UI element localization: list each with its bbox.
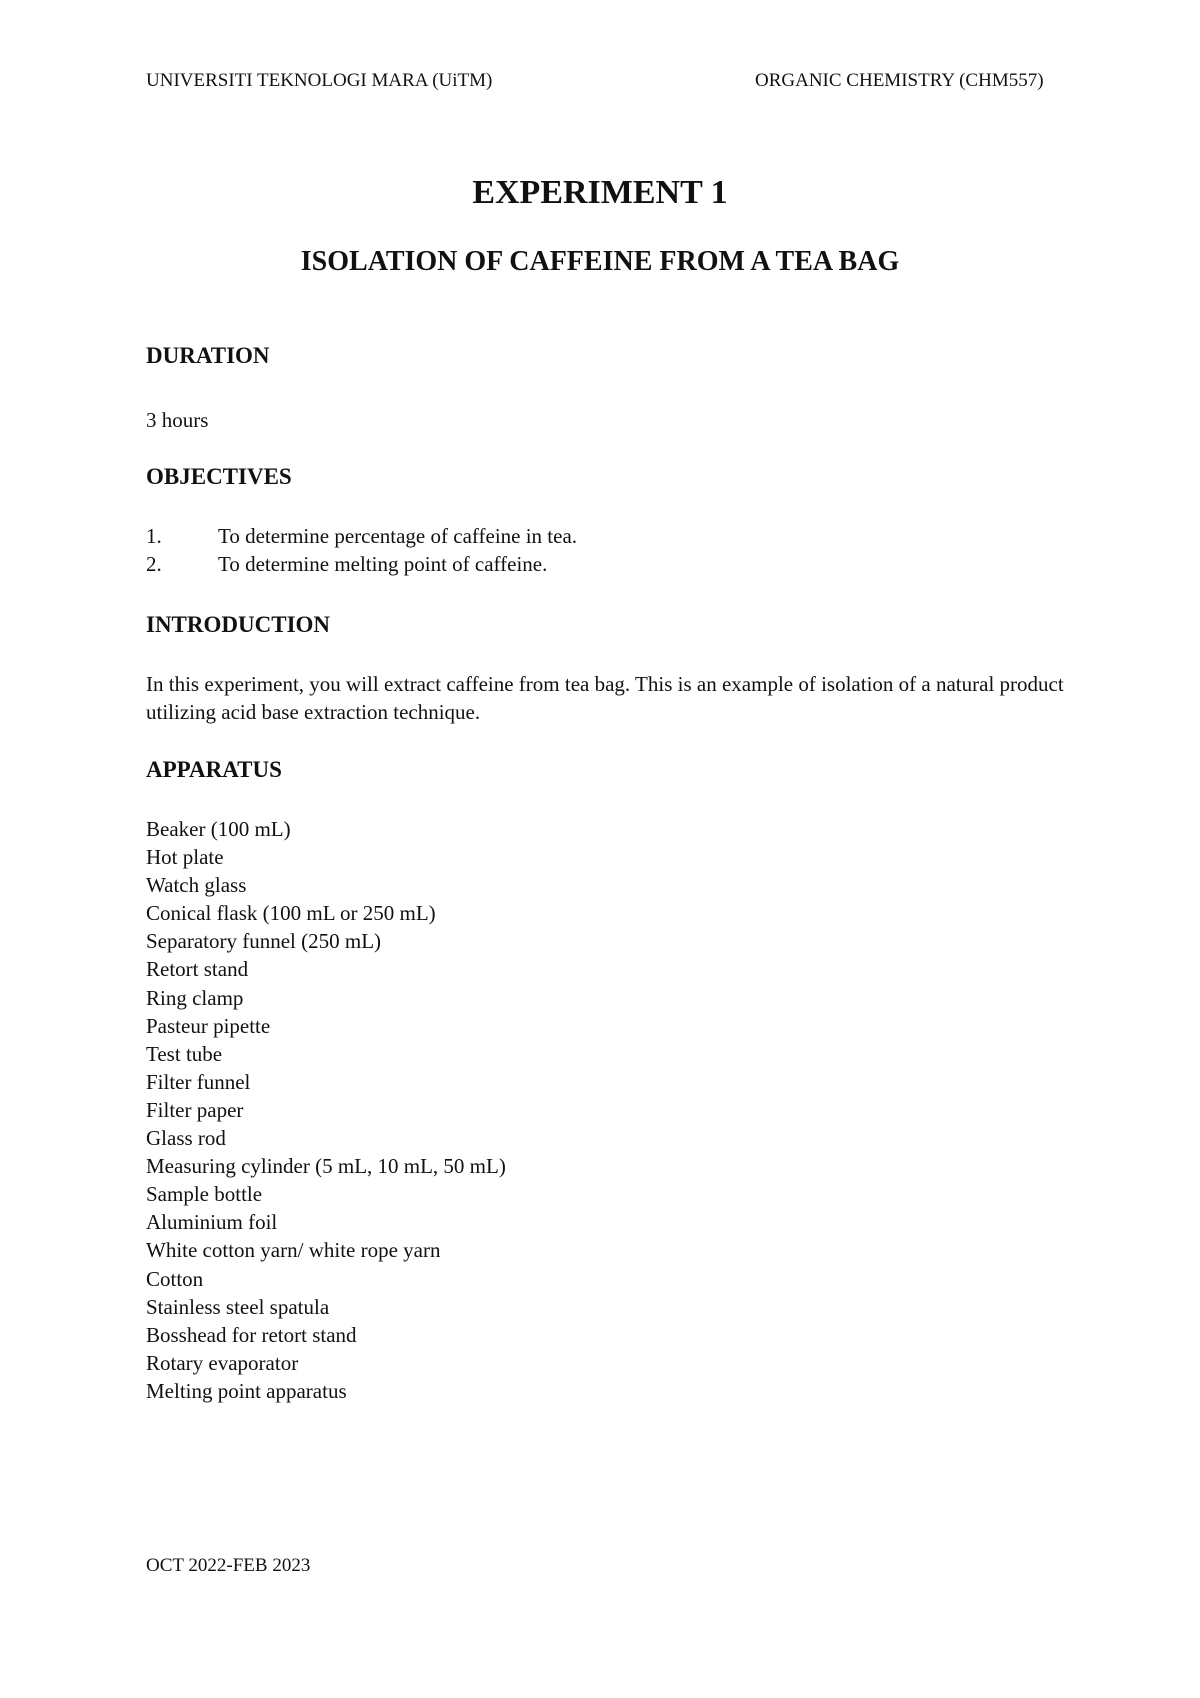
- introduction-heading: INTRODUCTION: [146, 612, 331, 637]
- apparatus-item: Ring clamp: [146, 985, 244, 1010]
- apparatus-item: Hot plate: [146, 845, 224, 870]
- apparatus-item: Pasteur pipette: [146, 1013, 271, 1038]
- header-course: ORGANIC CHEMISTRY (CHM557): [755, 70, 1044, 91]
- header-university: UNIVERSITI TEKNOLOGI MARA (UiTM): [146, 70, 493, 91]
- apparatus-item: Measuring cylinder (5 mL, 10 mL, 50 mL): [146, 1154, 506, 1179]
- objective-number: 2.: [146, 552, 162, 576]
- apparatus-item: Glass rod: [146, 1126, 226, 1151]
- footer-date: OCT 2022-FEB 2023: [146, 1555, 311, 1576]
- page-subtitle: ISOLATION OF CAFFEINE FROM A TEA BAG: [300, 246, 900, 277]
- apparatus-item: Separatory funnel (250 mL): [146, 929, 382, 954]
- duration-heading: DURATION: [146, 343, 270, 368]
- objective-item: [146, 522, 577, 550]
- objective-text: To determine percentage of caffeine in tea.: [218, 524, 578, 548]
- apparatus-heading: APPARATUS: [146, 757, 282, 782]
- page-title: EXPERIMENT 1: [472, 174, 728, 211]
- apparatus-item: Sample bottle: [146, 1182, 263, 1207]
- apparatus-item: Bosshead for retort stand: [146, 1322, 357, 1347]
- introduction-text: In this experiment, you will extract caffeine from tea bag. This is an example of isolation of a natural product utilizing acid base extraction technique.: [146, 672, 1064, 724]
- apparatus-item: White cotton yarn/ white rope yarn: [146, 1238, 441, 1263]
- apparatus-item: Filter funnel: [146, 1069, 251, 1094]
- apparatus-item: Conical flask (100 mL or 250 mL): [146, 901, 436, 926]
- apparatus-item: Filter paper: [146, 1097, 244, 1122]
- objective-text: To determine melting point of caffeine.: [218, 552, 548, 576]
- objective-number: 1.: [146, 524, 162, 548]
- duration-text: 3 hours: [146, 408, 209, 432]
- objectives-list: [146, 522, 577, 578]
- apparatus-item: Test tube: [146, 1041, 223, 1066]
- apparatus-item: Stainless steel spatula: [146, 1294, 330, 1319]
- objective-item: [146, 550, 577, 578]
- apparatus-list: [146, 815, 506, 1405]
- apparatus-item: Rotary evaporator: [146, 1350, 299, 1375]
- apparatus-item: Retort stand: [146, 957, 249, 982]
- apparatus-item: Watch glass: [146, 873, 247, 898]
- apparatus-item: Cotton: [146, 1266, 204, 1291]
- apparatus-item: Melting point apparatus: [146, 1378, 347, 1403]
- objectives-heading: OBJECTIVES: [146, 464, 292, 489]
- apparatus-item: Beaker (100 mL): [146, 817, 291, 841]
- apparatus-item: Aluminium foil: [146, 1210, 278, 1235]
